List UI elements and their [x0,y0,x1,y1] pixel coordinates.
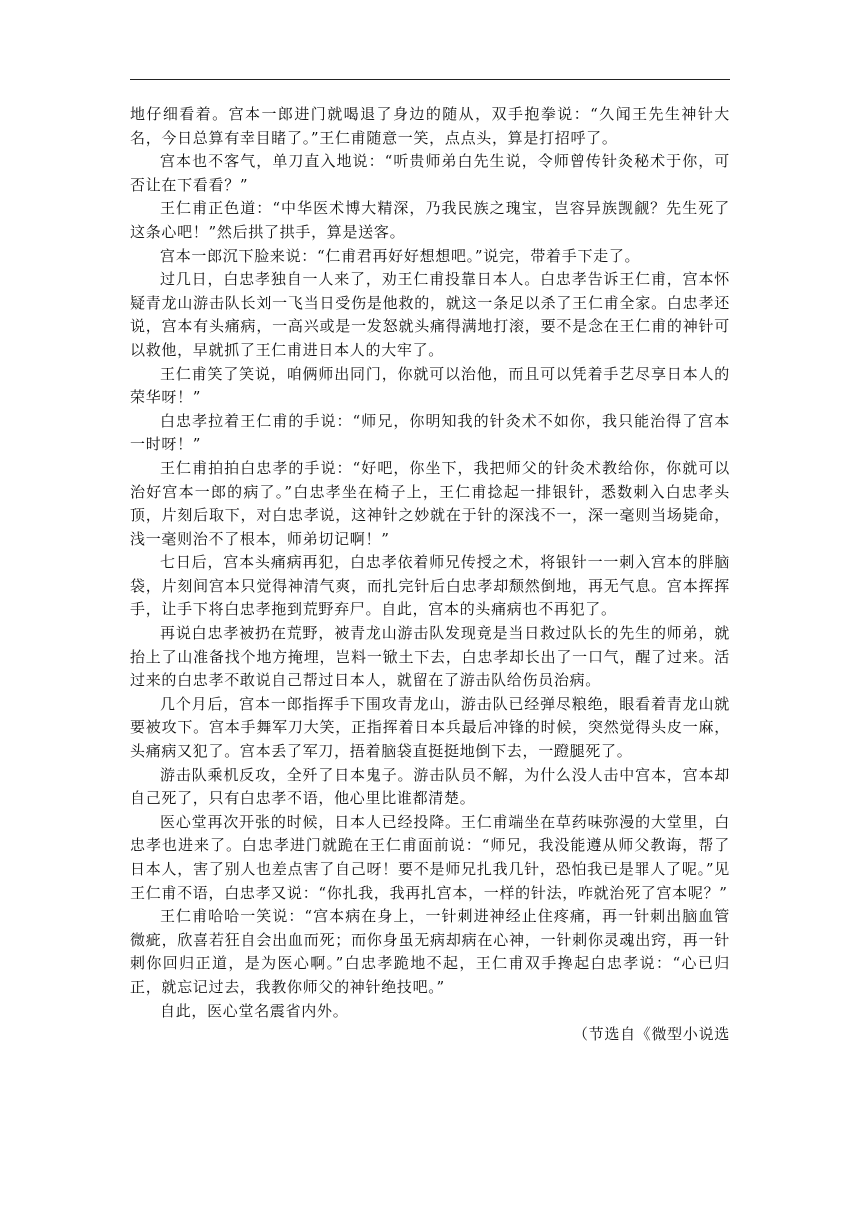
paragraph-9: 七日后，宫本头痛病再犯，白忠孝依着师兄传授之术，将银针一一刺入宫本的胖脑袋，片刻间宫本只觉得神清气爽，而扎完针后白忠孝却颓然倒地，再无气息。宫本挥挥手，让手下将白忠孝拖到荒野弃尸。自此，宫本的头痛病也不再犯了。 [130,553,730,619]
paragraph-5: 过几日，白忠孝独自一人来了，劝王仁甫投靠日本人。白忠孝告诉王仁甫，宫本怀疑青龙山游击队长刘一飞当日受伤是他救的，就这一条足以杀了王仁甫全家。白忠孝还说，宫本有头痛病，一高兴或是一发怒就头痛得满地打滚，要不是念在王仁甫的神针可以救他，早就抓了王仁甫进日本人的大牢了。 [130,270,730,359]
paragraph-11: 几个月后，宫本一郎指挥手下围攻青龙山，游击队已经弹尽粮绝，眼看着青龙山就要被攻下。宫本手舞军刀大笑，正指挥着日本兵最后冲锋的时候，突然觉得头皮一麻，头痛病又犯了。宫本丢了军刀，捂着脑袋直挺挺地倒下去，一蹬腿死了。 [130,694,730,761]
paragraph-3: 王仁甫正色道：“中华医术博大精深，乃我民族之瑰宝，岂容异族觊觎？先生死了这条心吧！”然后拱了拱手，算是送客。 [130,199,730,241]
source-note: （节选自《微型小说选 [572,1025,730,1044]
paragraph-14: 王仁甫哈哈一笑说：“宫本病在身上，一针刺进神经止住疼痛，再一针刺出脑血管微疵，欣喜若狂自会出血而死；而你身虽无病却病在心神，一针刺你灵魂出窍，再一针刺你回归正道，是为医心啊。”白忠孝跪地不起，王仁甫双手搀起白忠孝说：“心已归正，就忘记过去，我教你师父的神针绝技吧。” [130,907,730,996]
paragraph-12: 游击队乘机反攻，全歼了日本鬼子。游击队员不解，为什么没人击中宫本，宫本却自己死了，只有白忠孝不语，他心里比谁都清楚。 [130,765,730,808]
paragraph-2: 宫本也不客气，单刀直入地说：“听贵师弟白先生说，令师曾传针灸秘术于你，可否让在下看看？” [130,152,730,194]
paragraph-7: 白忠孝拉着王仁甫的手说：“师兄，你明知我的针灸术不如你，我只能治得了宫本一时呀！” [130,411,730,454]
paragraph-13: 医心堂再次开张的时候，日本人已经投降。王仁甫端坐在草药味弥漫的大堂里，白忠孝也进来了。白忠孝进门就跪在王仁甫面前说：“师兄，我没能遵从师父教诲，帮了日本人，害了别人也差点害了自己呀！要不是师兄扎我几针，恐怕我已是罪人了呢。”见王仁甫不语，白忠孝又说：“你扎我，我再扎宫本，一样的针法，咋就治死了宫本呢？” [130,812,730,902]
paragraph-1: 地仔细看着。宫本一郎进门就喝退了身边的随从，双手抱拳说：“久闻王先生神针大名，今日总算有幸目睹了。”王仁甫随意一笑，点点头，算是打招呼了。 [130,105,730,147]
paragraph-10: 再说白忠孝被扔在荒野，被青龙山游击队发现竟是当日救过队长的先生的师弟，就抬上了山准备找个地方掩埋，岂料一锨土下去，白忠孝却长出了一口气，醒了过来。活过来的白忠孝不敢说自己帮过日本人，就留在了游击队给伤员治病。 [130,624,730,690]
paragraph-15: 自此，医心堂名震省内外。 [160,1001,349,1020]
article-body [130,103,730,1047]
paragraph-4: 宫本一郎沉下脸来说：“仁甫君再好好想想吧。”说完，带着手下走了。 [160,246,641,265]
paragraph-6: 王仁甫笑了笑说，咱俩师出同门，你就可以治他，而且可以凭着手艺尽享日本人的荣华呀！” [130,364,730,407]
header-rule [130,79,730,80]
paragraph-8: 王仁甫拍拍白忠孝的手说：“好吧，你坐下，我把师父的针灸术教给你，你就可以治好宫本一郎的病了。”白忠孝坐在椅子上，王仁甫捻起一排银针，悉数刺入白忠孝头顶，片刻后取下，对白忠孝说，这神针之妙就在于针的深浅不一，深一毫则当场毙命，浅一毫则治不了根本，师弟切记啊！” [130,458,730,548]
